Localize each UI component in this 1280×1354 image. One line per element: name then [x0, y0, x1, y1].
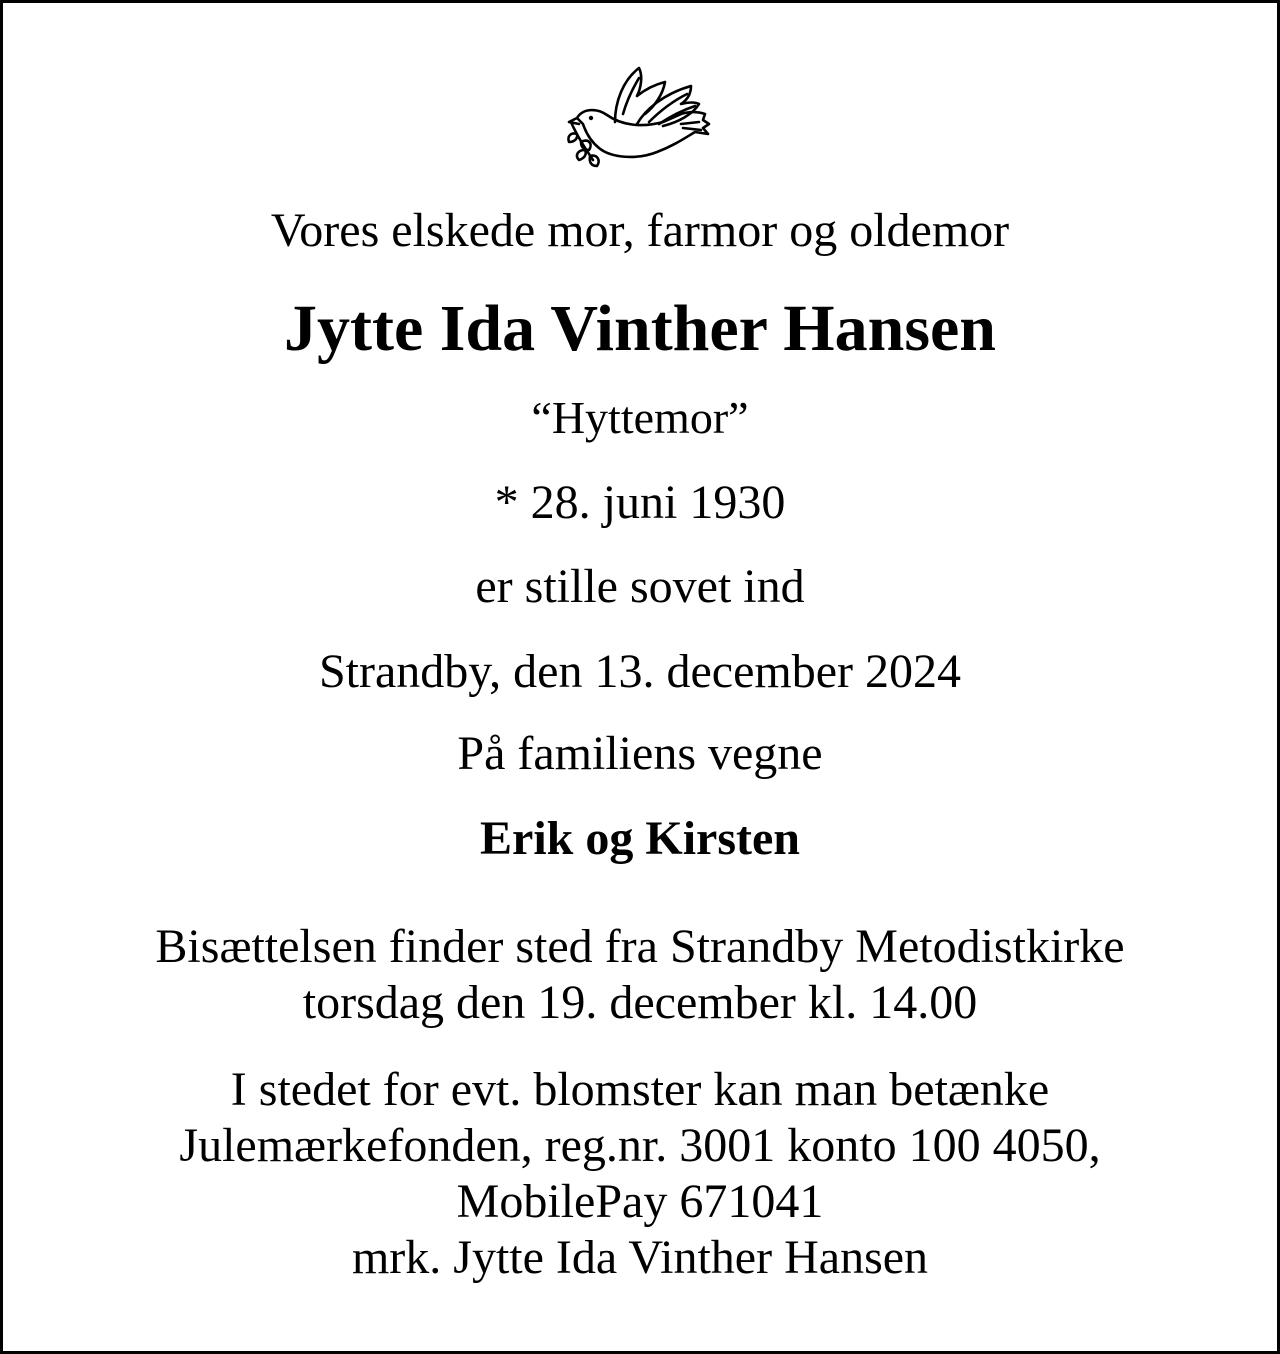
deceased-name: Jytte Ida Vinther Hansen [283, 292, 996, 365]
place-date: Strandby, den 13. december 2024 [318, 645, 962, 698]
dove-icon [563, 62, 715, 170]
nickname: “Hyttemor” [531, 392, 749, 443]
birth-date: * 28. juni 1930 [494, 476, 786, 529]
donation-info [0, 1062, 1280, 1286]
intro-line: Vores elskede mor, farmor og oldemor [270, 204, 1010, 257]
donation-line: Julemærkefonden, reg.nr. 3001 konto 100 4050, [179, 1119, 1101, 1172]
on-behalf-line: På familiens vegne [457, 727, 823, 780]
signers: Erik og Kirsten [480, 812, 800, 865]
donation-line: MobilePay 671041 [456, 1175, 824, 1228]
funeral-info [0, 919, 1280, 1031]
donation-line: I stedet for evt. blomster kan man betænke [230, 1063, 1050, 1116]
funeral-line: Bisættelsen finder sted fra Strandby Metodistkirke [155, 920, 1125, 973]
passed-line: er stille sovet ind [475, 560, 805, 613]
funeral-line: torsdag den 19. december kl. 14.00 [302, 976, 978, 1029]
donation-line: mrk. Jytte Ida Vinther Hansen [351, 1231, 929, 1284]
